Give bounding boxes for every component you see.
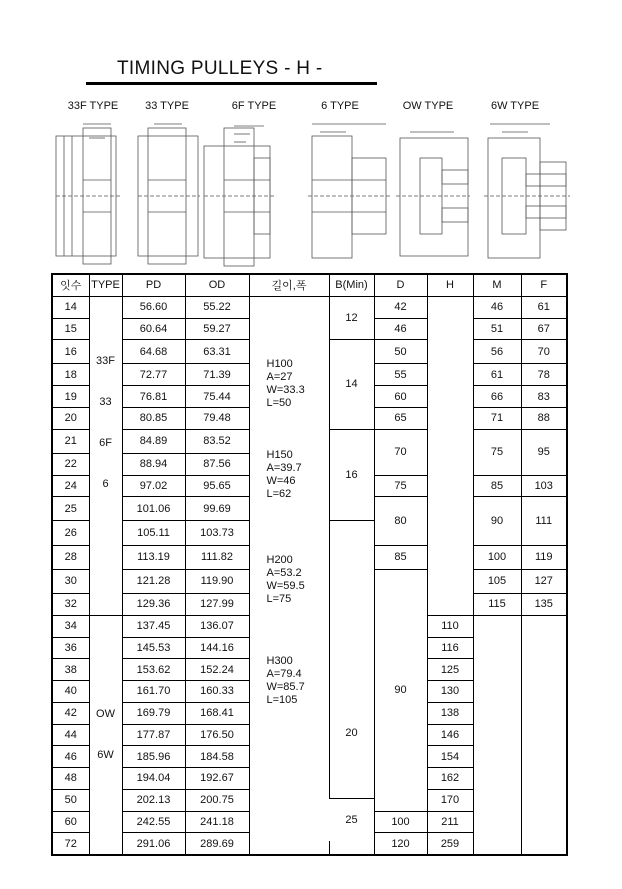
cell-d: 46 bbox=[374, 318, 427, 340]
cell-teeth: 15 bbox=[52, 318, 89, 340]
cell-m: 100 bbox=[473, 545, 521, 569]
cell-teeth: 38 bbox=[52, 659, 89, 681]
length-code: H100 bbox=[266, 358, 293, 371]
cell-h: 154 bbox=[427, 746, 473, 768]
cell-teeth: 22 bbox=[52, 453, 89, 475]
cell-pd: 84.89 bbox=[122, 429, 185, 453]
length-w: W=59.5 bbox=[266, 580, 305, 593]
cell-d: 120 bbox=[374, 833, 427, 855]
type-label-6: 6 TYPE bbox=[321, 100, 359, 112]
type-6: 6 bbox=[102, 477, 109, 490]
length-w: W=85.7 bbox=[266, 680, 305, 693]
cell-teeth: 21 bbox=[52, 429, 89, 453]
cell-teeth: 19 bbox=[52, 386, 89, 408]
cell-pd: 64.68 bbox=[122, 340, 185, 364]
cell-length-empty bbox=[249, 521, 329, 545]
cell-teeth: 25 bbox=[52, 497, 89, 521]
cell-od: 184.58 bbox=[185, 746, 249, 768]
cell-od: 144.16 bbox=[185, 637, 249, 659]
cell-f: 127 bbox=[521, 569, 567, 593]
cell-length-h300 bbox=[249, 637, 329, 724]
length-w: W=46 bbox=[266, 475, 296, 488]
cell-teeth: 20 bbox=[52, 407, 89, 429]
cell-od: 160.33 bbox=[185, 681, 249, 703]
cell-pd: 242.55 bbox=[122, 811, 185, 833]
page-title: TIMING PULLEYS - H - bbox=[117, 58, 323, 79]
cell-od: 55.22 bbox=[185, 296, 249, 318]
cell-f: 67 bbox=[521, 318, 567, 340]
length-a: A=39.7 bbox=[266, 462, 302, 475]
header-h: H bbox=[427, 274, 473, 296]
cell-h: 130 bbox=[427, 681, 473, 703]
length-a: A=27 bbox=[266, 371, 293, 384]
cell-f: 70 bbox=[521, 340, 567, 364]
diagram-6w bbox=[484, 124, 570, 258]
cell-od: 200.75 bbox=[185, 789, 249, 811]
type-6f: 6F bbox=[99, 436, 112, 449]
cell-teeth: 16 bbox=[52, 340, 89, 364]
cell-d: 60 bbox=[374, 386, 427, 408]
cell-teeth: 72 bbox=[52, 833, 89, 855]
header-d: D bbox=[374, 274, 427, 296]
length-w: W=33.3 bbox=[266, 384, 305, 397]
spec-table bbox=[51, 273, 568, 856]
cell-teeth: 24 bbox=[52, 475, 89, 497]
type-label-33: 33 TYPE bbox=[145, 100, 189, 112]
pulley-diagrams bbox=[50, 118, 570, 268]
header-b: B(Min) bbox=[329, 274, 374, 296]
cell-pd: 202.13 bbox=[122, 789, 185, 811]
cell-od: 79.48 bbox=[185, 407, 249, 429]
cell-teeth: 48 bbox=[52, 768, 89, 790]
cell-od: 103.73 bbox=[185, 521, 249, 545]
cell-pd: 72.77 bbox=[122, 364, 185, 386]
cell-od: 192.67 bbox=[185, 768, 249, 790]
cell-teeth: 30 bbox=[52, 569, 89, 593]
cell-teeth: 28 bbox=[52, 545, 89, 569]
cell-length-empty bbox=[249, 615, 329, 637]
cell-teeth: 32 bbox=[52, 594, 89, 616]
diagram-33 bbox=[138, 124, 200, 264]
cell-h-empty bbox=[427, 296, 473, 615]
cell-b: 12 bbox=[329, 296, 374, 340]
b-value-25: 25 bbox=[345, 814, 358, 826]
cell-type-group-1 bbox=[89, 296, 122, 615]
cell-pd: 137.45 bbox=[122, 615, 185, 637]
cell-m: 105 bbox=[473, 569, 521, 593]
cell-pd: 80.85 bbox=[122, 407, 185, 429]
cell-od: 87.56 bbox=[185, 453, 249, 475]
header-row bbox=[52, 274, 567, 296]
cell-pd: 76.81 bbox=[122, 386, 185, 408]
cell-h: 259 bbox=[427, 833, 473, 855]
cell-od: 71.39 bbox=[185, 364, 249, 386]
cell-m: 85 bbox=[473, 475, 521, 497]
cell-h: 211 bbox=[427, 811, 473, 833]
cell-od: 176.50 bbox=[185, 724, 249, 746]
cell-teeth: 14 bbox=[52, 296, 89, 318]
cell-b: 16 bbox=[329, 429, 374, 521]
header-type: TYPE bbox=[89, 274, 122, 296]
type-label-6w: 6W TYPE bbox=[490, 100, 540, 112]
cell-teeth: 46 bbox=[52, 746, 89, 768]
cell-f: 88 bbox=[521, 407, 567, 429]
cell-od: 241.18 bbox=[185, 811, 249, 833]
cell-od: 119.90 bbox=[185, 569, 249, 593]
cell-pd: 169.79 bbox=[122, 702, 185, 724]
cell-pd: 101.06 bbox=[122, 497, 185, 521]
cell-f: 119 bbox=[521, 545, 567, 569]
cell-length-h200 bbox=[249, 545, 329, 615]
header-od: OD bbox=[185, 274, 249, 296]
length-l: L=105 bbox=[266, 693, 298, 706]
cell-m: 71 bbox=[473, 407, 521, 429]
cell-pd: 113.19 bbox=[122, 545, 185, 569]
diagram-6f bbox=[204, 126, 274, 266]
cell-d: 85 bbox=[374, 545, 427, 569]
cell-h: 170 bbox=[427, 789, 473, 811]
cell-od: 75.44 bbox=[185, 386, 249, 408]
cell-type-group-2 bbox=[89, 615, 122, 855]
diagram-6 bbox=[308, 124, 390, 258]
cell-h: 110 bbox=[427, 615, 473, 637]
cell-teeth: 26 bbox=[52, 521, 89, 545]
cell-m: 61 bbox=[473, 364, 521, 386]
type-6w: 6W bbox=[97, 748, 114, 761]
length-code: H200 bbox=[266, 554, 293, 567]
cell-od: 127.99 bbox=[185, 594, 249, 616]
header-teeth: 잇수 bbox=[52, 274, 89, 296]
b-value-25-cell bbox=[329, 798, 374, 841]
cell-pd: 88.94 bbox=[122, 453, 185, 475]
type-33: 33 bbox=[99, 395, 112, 408]
length-code: H150 bbox=[266, 449, 293, 462]
length-a: A=53.2 bbox=[266, 567, 302, 580]
cell-h: 138 bbox=[427, 702, 473, 724]
cell-teeth: 36 bbox=[52, 637, 89, 659]
cell-teeth: 50 bbox=[52, 789, 89, 811]
header-m: M bbox=[473, 274, 521, 296]
cell-length-empty bbox=[249, 724, 329, 855]
cell-od: 168.41 bbox=[185, 702, 249, 724]
table-row bbox=[52, 615, 567, 637]
cell-od: 83.52 bbox=[185, 429, 249, 453]
cell-h: 146 bbox=[427, 724, 473, 746]
cell-teeth: 18 bbox=[52, 364, 89, 386]
table-row bbox=[52, 429, 567, 453]
cell-m: 66 bbox=[473, 386, 521, 408]
length-l: L=50 bbox=[266, 397, 292, 410]
cell-d: 42 bbox=[374, 296, 427, 318]
cell-h: 125 bbox=[427, 659, 473, 681]
type-ow: OW bbox=[96, 707, 115, 720]
cell-f-empty bbox=[521, 615, 567, 855]
cell-d: 100 bbox=[374, 811, 427, 833]
cell-m: 90 bbox=[473, 497, 521, 545]
cell-h: 116 bbox=[427, 637, 473, 659]
type-label-6f: 6F TYPE bbox=[231, 100, 277, 112]
cell-d: 55 bbox=[374, 364, 427, 386]
cell-d: 65 bbox=[374, 407, 427, 429]
cell-d: 80 bbox=[374, 497, 427, 545]
cell-m: 75 bbox=[473, 429, 521, 475]
cell-od: 99.69 bbox=[185, 497, 249, 521]
header-length: 길이,폭 bbox=[249, 274, 329, 296]
cell-d: 50 bbox=[374, 340, 427, 364]
cell-f: 61 bbox=[521, 296, 567, 318]
cell-pd: 194.04 bbox=[122, 768, 185, 790]
cell-teeth: 60 bbox=[52, 811, 89, 833]
cell-f: 95 bbox=[521, 429, 567, 475]
cell-teeth: 34 bbox=[52, 615, 89, 637]
cell-f: 111 bbox=[521, 497, 567, 545]
cell-f: 135 bbox=[521, 594, 567, 616]
b-value-20: 20 bbox=[345, 726, 358, 739]
cell-m: 115 bbox=[473, 594, 521, 616]
type-label-33f: 33F TYPE bbox=[67, 100, 119, 112]
cell-d: 70 bbox=[374, 429, 427, 475]
diagram-33f bbox=[56, 124, 120, 264]
cell-teeth: 42 bbox=[52, 702, 89, 724]
cell-od: 136.07 bbox=[185, 615, 249, 637]
header-f: F bbox=[521, 274, 567, 296]
cell-pd: 161.70 bbox=[122, 681, 185, 703]
cell-od: 289.69 bbox=[185, 833, 249, 855]
header-pd: PD bbox=[122, 274, 185, 296]
cell-pd: 121.28 bbox=[122, 569, 185, 593]
cell-h: 162 bbox=[427, 768, 473, 790]
cell-pd: 185.96 bbox=[122, 746, 185, 768]
cell-d: 90 bbox=[374, 569, 427, 811]
length-code: H300 bbox=[266, 654, 293, 667]
cell-f: 83 bbox=[521, 386, 567, 408]
cell-f: 78 bbox=[521, 364, 567, 386]
cell-pd: 153.62 bbox=[122, 659, 185, 681]
cell-pd: 105.11 bbox=[122, 521, 185, 545]
cell-length-h100 bbox=[249, 340, 329, 429]
cell-f: 103 bbox=[521, 475, 567, 497]
cell-d: 75 bbox=[374, 475, 427, 497]
cell-od: 59.27 bbox=[185, 318, 249, 340]
cell-od: 152.24 bbox=[185, 659, 249, 681]
length-a: A=79.4 bbox=[266, 667, 302, 680]
title-underline bbox=[86, 82, 377, 85]
cell-teeth: 44 bbox=[52, 724, 89, 746]
cell-pd: 97.02 bbox=[122, 475, 185, 497]
cell-od: 95.65 bbox=[185, 475, 249, 497]
cell-pd: 129.36 bbox=[122, 594, 185, 616]
cell-b: 14 bbox=[329, 340, 374, 429]
cell-pd: 291.06 bbox=[122, 833, 185, 855]
table-row bbox=[52, 296, 567, 318]
cell-m: 51 bbox=[473, 318, 521, 340]
cell-m: 56 bbox=[473, 340, 521, 364]
cell-length-h150 bbox=[249, 429, 329, 521]
table-row bbox=[52, 545, 567, 569]
type-label-ow: OW TYPE bbox=[402, 100, 454, 112]
cell-teeth: 40 bbox=[52, 681, 89, 703]
cell-m-empty bbox=[473, 615, 521, 855]
type-33f: 33F bbox=[96, 354, 115, 367]
cell-pd: 56.60 bbox=[122, 296, 185, 318]
cell-m: 46 bbox=[473, 296, 521, 318]
length-l: L=62 bbox=[266, 488, 292, 501]
cell-length-empty bbox=[249, 296, 329, 340]
cell-pd: 145.53 bbox=[122, 637, 185, 659]
cell-od: 111.82 bbox=[185, 545, 249, 569]
diagram-ow bbox=[396, 132, 470, 256]
table-row bbox=[52, 340, 567, 364]
cell-od: 63.31 bbox=[185, 340, 249, 364]
cell-pd: 177.87 bbox=[122, 724, 185, 746]
cell-pd: 60.64 bbox=[122, 318, 185, 340]
length-l: L=75 bbox=[266, 593, 292, 606]
